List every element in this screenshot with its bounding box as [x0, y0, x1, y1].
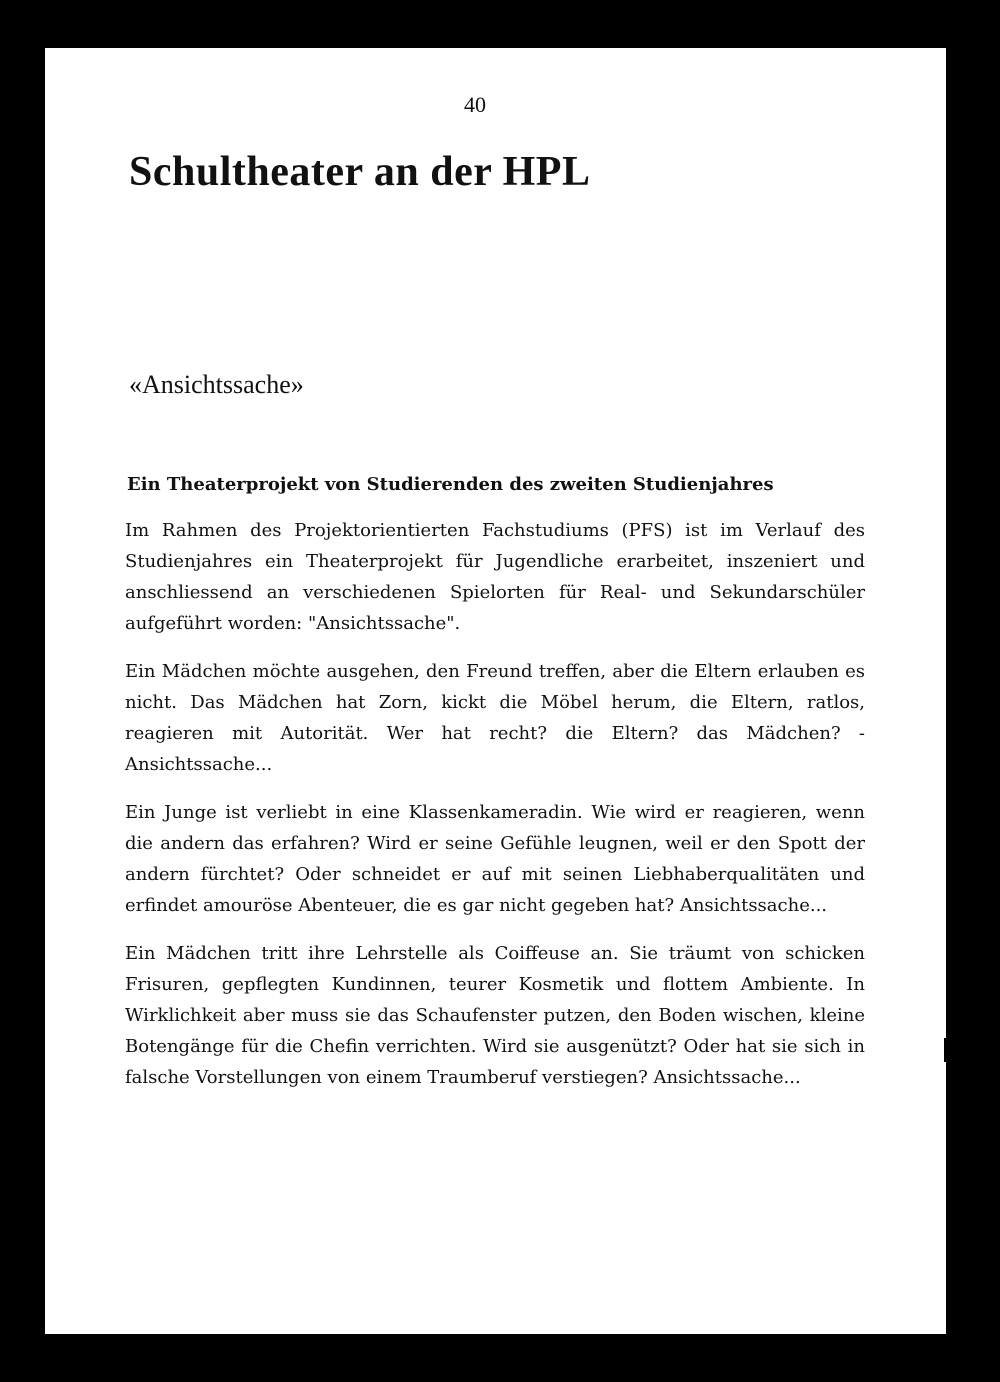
- body-text: [125, 515, 865, 1110]
- paragraph: Ein Junge ist verliebt in eine Klassenkameradin. Wie wird er reagieren, wenn die andern das erfahren? Wird er seine Gefühle leugnen, weil er den Spott der andern fürchtet? Oder schneidet er auf mit seinen Liebhaberqualitäten und erfindet amouröse Abenteuer, die es gar nicht gegeben hat? Ansichtssache...: [125, 802, 865, 916]
- section-title: «Ansichtssache»: [129, 370, 304, 399]
- subtitle: Ein Theaterprojekt von Studierenden des zweiten Studienjahres: [127, 474, 774, 495]
- document-page: [45, 48, 946, 1334]
- paragraph: Ein Mädchen möchte ausgehen, den Freund treffen, aber die Eltern erlauben es nicht. Das Mädchen hat Zorn, kickt die Möbel herum, die Eltern, ratlos, reagieren mit Autorität. Wer hat recht? die Eltern? das Mädchen? - Ansichtssache...: [125, 661, 865, 775]
- page-title: Schultheater an der HPL: [129, 149, 591, 195]
- scan-edge-mark: [944, 1038, 948, 1062]
- paragraph: Im Rahmen des Projektorientierten Fachstudiums (PFS) ist im Verlauf des Studienjahres ein Theaterprojekt für Jugendliche erarbeitet, inszeniert und anschliessend an verschiedenen Spielorten für Real- und Sekundarschüler aufgeführt worden: "Ansichtssache".: [125, 520, 865, 634]
- page-number: 40: [464, 92, 486, 117]
- paragraph: Ein Mädchen tritt ihre Lehrstelle als Coiffeuse an. Sie träumt von schicken Frisuren, gepflegten Kundinnen, teurer Kosmetik und flottem Ambiente. In Wirklichkeit aber muss sie das Schaufenster putzen, den Boden wischen, kleine Botengänge für die Chefin verrichten. Wird sie ausgenützt? Oder hat sie sich in falsche Vorstellungen von einem Traumberuf verstiegen? Ansichtssache...: [125, 943, 865, 1088]
